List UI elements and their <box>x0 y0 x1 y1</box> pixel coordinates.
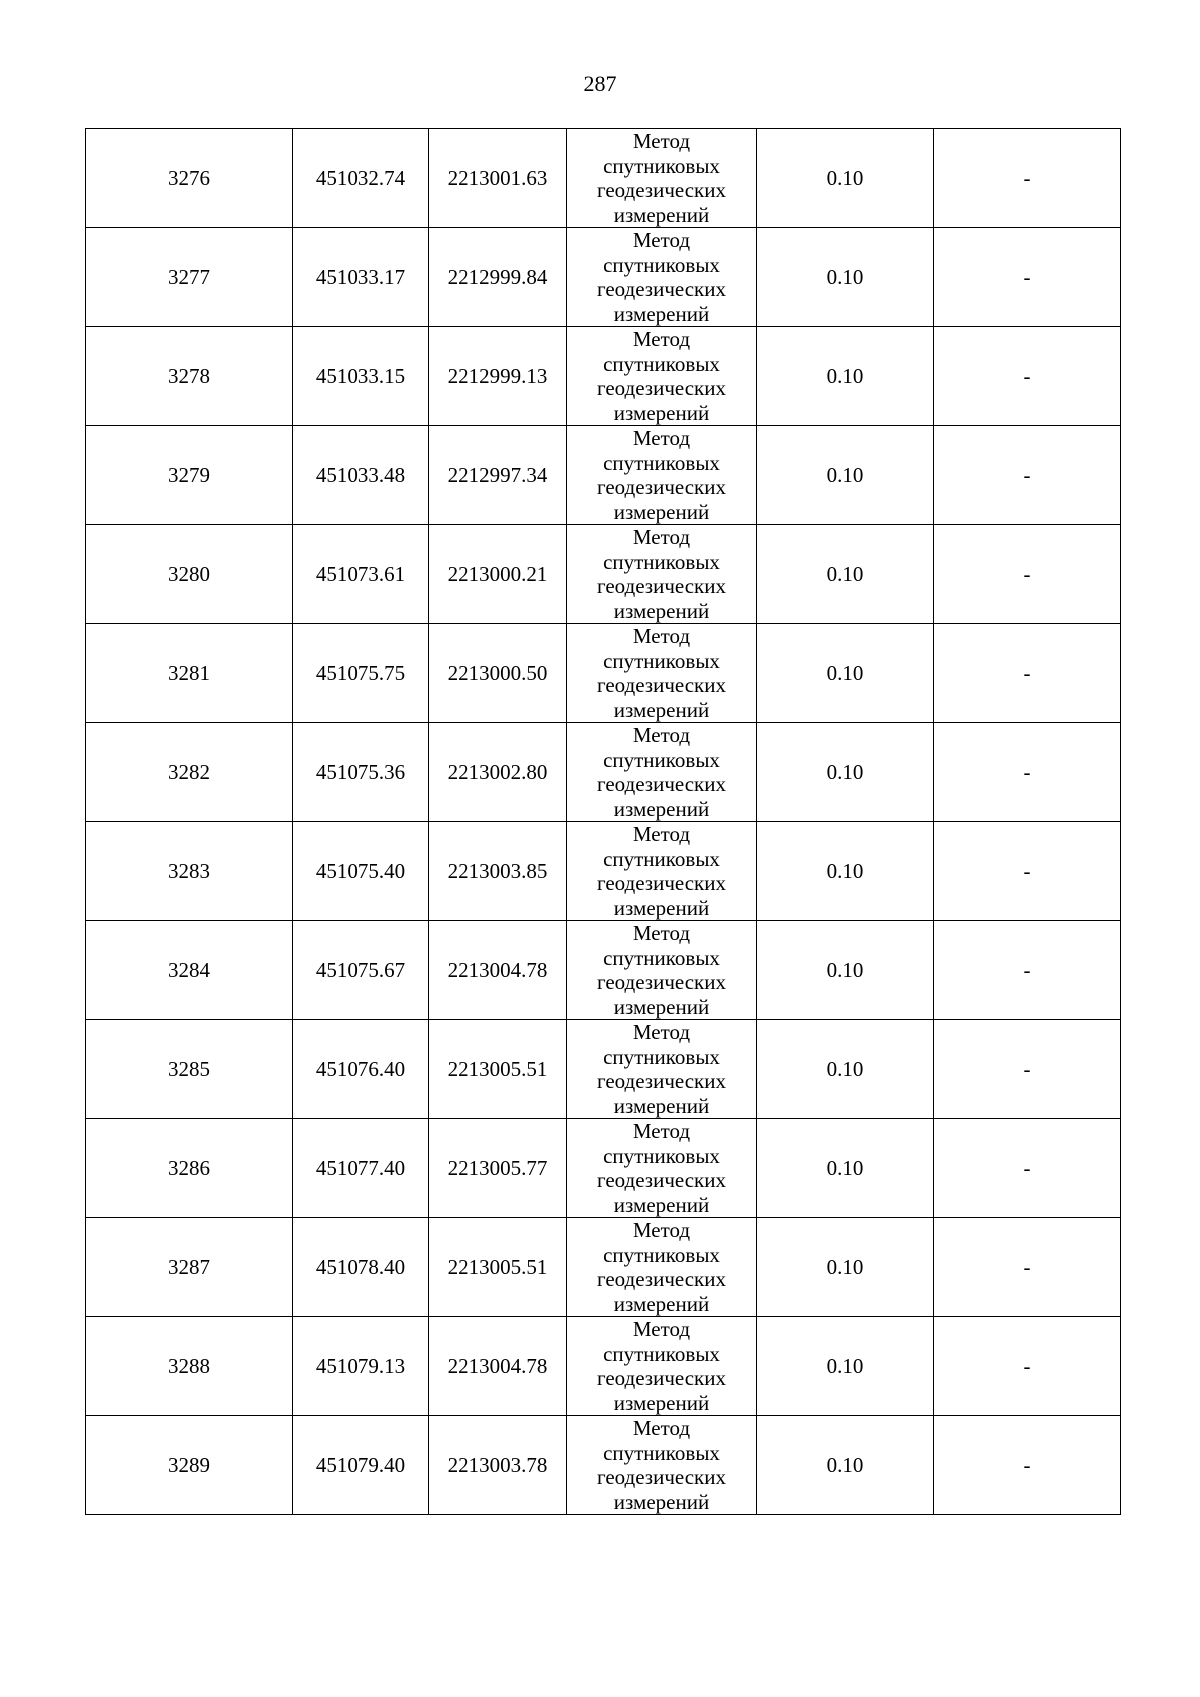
x-coordinate-cell: 451033.17 <box>293 228 429 327</box>
point-number-cell: 3281 <box>86 624 293 723</box>
point-number-cell: 3278 <box>86 327 293 426</box>
method-line: спутниковых <box>603 945 720 970</box>
x-coordinate-cell: 451033.15 <box>293 327 429 426</box>
method-line: измерений <box>613 1291 710 1316</box>
note-cell: - <box>934 1020 1121 1119</box>
x-coordinate-cell: 451075.67 <box>293 921 429 1020</box>
table-row <box>86 624 1121 723</box>
point-number-cell: 3285 <box>86 1020 293 1119</box>
note-cell: - <box>934 921 1121 1020</box>
method-line: Метод <box>632 426 691 450</box>
y-coordinate-cell: 2213004.78 <box>429 921 567 1020</box>
x-coordinate-cell: 451075.36 <box>293 723 429 822</box>
y-coordinate-cell: 2212999.13 <box>429 327 567 426</box>
table-row <box>86 228 1121 327</box>
precision-cell: 0.10 <box>757 1218 934 1317</box>
method-line: измерений <box>613 301 710 326</box>
method-line: Метод <box>632 723 691 747</box>
table-row <box>86 1416 1121 1515</box>
precision-cell: 0.10 <box>757 129 934 228</box>
method-line: Метод <box>632 822 691 846</box>
coordinates-table <box>85 128 1121 1515</box>
method-line: геодезических <box>596 1366 726 1390</box>
precision-cell: 0.10 <box>757 1317 934 1416</box>
x-coordinate-cell: 451032.74 <box>293 129 429 228</box>
method-cell <box>567 327 757 426</box>
method-line: спутниковых <box>603 252 720 277</box>
method-line: Метод <box>632 525 691 549</box>
table-row <box>86 822 1121 921</box>
method-line: геодезических <box>596 673 726 697</box>
x-coordinate-cell: 451077.40 <box>293 1119 429 1218</box>
coordinates-table-body <box>86 129 1121 1515</box>
method-cell <box>567 1317 757 1416</box>
method-cell <box>567 921 757 1020</box>
precision-cell: 0.10 <box>757 228 934 327</box>
point-number-cell: 3279 <box>86 426 293 525</box>
method-line: измерений <box>613 1390 710 1415</box>
method-line: геодезических <box>596 178 726 202</box>
method-line: измерений <box>613 895 710 920</box>
method-line: спутниковых <box>603 846 720 871</box>
method-line: геодезических <box>596 1267 726 1291</box>
method-line: измерений <box>613 1093 710 1118</box>
method-line: геодезических <box>596 376 726 400</box>
method-line: измерений <box>613 202 710 227</box>
table-row <box>86 1317 1121 1416</box>
y-coordinate-cell: 2213003.78 <box>429 1416 567 1515</box>
x-coordinate-cell: 451033.48 <box>293 426 429 525</box>
y-coordinate-cell: 2213002.80 <box>429 723 567 822</box>
method-line: Метод <box>632 624 691 648</box>
method-line: спутниковых <box>603 1440 720 1465</box>
note-cell: - <box>934 624 1121 723</box>
method-line: спутниковых <box>603 351 720 376</box>
table-row <box>86 1119 1121 1218</box>
method-line: геодезических <box>596 475 726 499</box>
point-number-cell: 3289 <box>86 1416 293 1515</box>
method-line: измерений <box>613 697 710 722</box>
method-line: геодезических <box>596 1465 726 1489</box>
method-line: Метод <box>632 129 691 153</box>
table-row <box>86 426 1121 525</box>
method-cell <box>567 1119 757 1218</box>
note-cell: - <box>934 1119 1121 1218</box>
note-cell: - <box>934 426 1121 525</box>
point-number-cell: 3277 <box>86 228 293 327</box>
method-line: спутниковых <box>603 1143 720 1168</box>
y-coordinate-cell: 2213004.78 <box>429 1317 567 1416</box>
precision-cell: 0.10 <box>757 1020 934 1119</box>
precision-cell: 0.10 <box>757 921 934 1020</box>
method-cell <box>567 822 757 921</box>
method-cell <box>567 1020 757 1119</box>
method-line: геодезических <box>596 1069 726 1093</box>
method-line: Метод <box>632 1020 691 1044</box>
method-cell <box>567 624 757 723</box>
method-cell <box>567 129 757 228</box>
table-row <box>86 921 1121 1020</box>
table-row <box>86 1218 1121 1317</box>
x-coordinate-cell: 451073.61 <box>293 525 429 624</box>
method-line: Метод <box>632 228 691 252</box>
method-line: измерений <box>613 598 710 623</box>
precision-cell: 0.10 <box>757 327 934 426</box>
y-coordinate-cell: 2213001.63 <box>429 129 567 228</box>
precision-cell: 0.10 <box>757 723 934 822</box>
precision-cell: 0.10 <box>757 1119 934 1218</box>
note-cell: - <box>934 327 1121 426</box>
precision-cell: 0.10 <box>757 525 934 624</box>
table-row <box>86 525 1121 624</box>
method-line: Метод <box>632 1317 691 1341</box>
table-row <box>86 327 1121 426</box>
note-cell: - <box>934 1317 1121 1416</box>
method-line: геодезических <box>596 277 726 301</box>
point-number-cell: 3283 <box>86 822 293 921</box>
method-cell <box>567 426 757 525</box>
method-line: геодезических <box>596 574 726 598</box>
method-line: Метод <box>632 1416 691 1440</box>
x-coordinate-cell: 451076.40 <box>293 1020 429 1119</box>
point-number-cell: 3280 <box>86 525 293 624</box>
y-coordinate-cell: 2213005.51 <box>429 1218 567 1317</box>
method-line: измерений <box>613 796 710 821</box>
method-line: Метод <box>632 327 691 351</box>
point-number-cell: 3286 <box>86 1119 293 1218</box>
method-line: геодезических <box>596 772 726 796</box>
method-cell <box>567 228 757 327</box>
x-coordinate-cell: 451079.40 <box>293 1416 429 1515</box>
y-coordinate-cell: 2213000.50 <box>429 624 567 723</box>
point-number-cell: 3288 <box>86 1317 293 1416</box>
method-line: измерений <box>613 499 710 524</box>
x-coordinate-cell: 451079.13 <box>293 1317 429 1416</box>
method-line: спутниковых <box>603 1242 720 1267</box>
note-cell: - <box>934 1218 1121 1317</box>
x-coordinate-cell: 451075.75 <box>293 624 429 723</box>
precision-cell: 0.10 <box>757 822 934 921</box>
point-number-cell: 3282 <box>86 723 293 822</box>
method-line: измерений <box>613 1489 710 1514</box>
method-line: спутниковых <box>603 1341 720 1366</box>
method-line: спутниковых <box>603 648 720 673</box>
y-coordinate-cell: 2213000.21 <box>429 525 567 624</box>
method-line: спутниковых <box>603 153 720 178</box>
y-coordinate-cell: 2213003.85 <box>429 822 567 921</box>
method-line: геодезических <box>596 970 726 994</box>
method-line: измерений <box>613 994 710 1019</box>
point-number-cell: 3276 <box>86 129 293 228</box>
method-cell <box>567 525 757 624</box>
method-line: Метод <box>632 1218 691 1242</box>
table-row <box>86 1020 1121 1119</box>
y-coordinate-cell: 2213005.51 <box>429 1020 567 1119</box>
note-cell: - <box>934 228 1121 327</box>
table-row <box>86 723 1121 822</box>
method-line: измерений <box>613 400 710 425</box>
point-number-cell: 3284 <box>86 921 293 1020</box>
method-line: спутниковых <box>603 450 720 475</box>
precision-cell: 0.10 <box>757 1416 934 1515</box>
x-coordinate-cell: 451075.40 <box>293 822 429 921</box>
y-coordinate-cell: 2212999.84 <box>429 228 567 327</box>
method-cell <box>567 1218 757 1317</box>
method-line: спутниковых <box>603 1044 720 1069</box>
y-coordinate-cell: 2212997.34 <box>429 426 567 525</box>
precision-cell: 0.10 <box>757 426 934 525</box>
note-cell: - <box>934 723 1121 822</box>
table-row <box>86 129 1121 228</box>
x-coordinate-cell: 451078.40 <box>293 1218 429 1317</box>
point-number-cell: 3287 <box>86 1218 293 1317</box>
method-line: геодезических <box>596 1168 726 1192</box>
method-line: Метод <box>632 921 691 945</box>
note-cell: - <box>934 822 1121 921</box>
note-cell: - <box>934 1416 1121 1515</box>
note-cell: - <box>934 525 1121 624</box>
y-coordinate-cell: 2213005.77 <box>429 1119 567 1218</box>
method-line: спутниковых <box>603 549 720 574</box>
method-cell <box>567 723 757 822</box>
note-cell: - <box>934 129 1121 228</box>
precision-cell: 0.10 <box>757 624 934 723</box>
method-line: измерений <box>613 1192 710 1217</box>
method-line: спутниковых <box>603 747 720 772</box>
method-line: Метод <box>632 1119 691 1143</box>
method-cell <box>567 1416 757 1515</box>
method-line: геодезических <box>596 871 726 895</box>
page-number: 287 <box>583 71 617 96</box>
